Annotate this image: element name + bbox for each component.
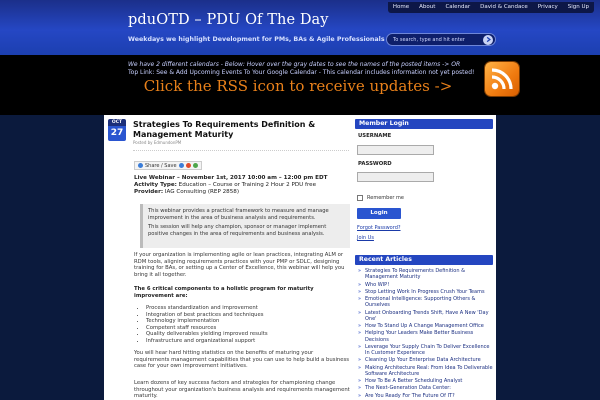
post-title[interactable]: Strategies To Requirements Definition & Management Maturity — [133, 120, 316, 139]
email-icon — [186, 163, 191, 168]
username-field[interactable] — [357, 145, 434, 155]
list-item: • Quality deliverables yielding improved results — [146, 331, 346, 338]
recent-article-link[interactable]: » Strategies To Requirements Definition & Management Maturity — [358, 268, 493, 280]
member-login-heading: Member Login — [355, 119, 493, 129]
search-button[interactable] — [483, 35, 493, 45]
recent-article-link[interactable]: » Emotional Intelligence: Supporting Others & Ourselves — [358, 296, 493, 308]
banner-line-2[interactable]: Top Link: See & Add Upcoming Events To Your Google Calendar - This calendar includes information not yet posted! — [128, 69, 475, 76]
password-field[interactable] — [357, 172, 434, 182]
recent-article-link[interactable]: » How To Be A Better Scheduling Analyst — [358, 378, 493, 384]
nav-calendar[interactable]: Calendar — [445, 4, 471, 10]
divider — [133, 150, 349, 151]
body-paragraph-1: If your organization is implementing agile or lean practices, integrating ALM or RDM tools, aligning requirements practices with your PMP or SDLC, designing training for BAs, or setting up a Center of Excellence, this webinar will help you bring it all together. — [134, 252, 345, 279]
username-label: USERNAME — [358, 133, 392, 139]
recent-article-link[interactable]: » Latest Onboarding Trends Shift, Have A New 'Day One' — [358, 310, 493, 322]
chevron-right-icon — [485, 36, 492, 43]
post-day: 27 — [108, 126, 126, 141]
bookmark-icon — [193, 163, 198, 168]
recent-article-link[interactable]: » Leverage Your Supply Chain To Deliver Excellence In Customer Experience — [358, 344, 493, 356]
recent-article-link[interactable]: » Making Architecture Real: From Idea To Deliverable Software Architecture — [358, 365, 493, 377]
forgot-password-link[interactable]: Forgot Password? — [357, 225, 401, 231]
nav-sign-up[interactable]: Sign Up — [567, 4, 589, 10]
provider-label: Provider: — [134, 189, 164, 195]
summary-quote — [140, 204, 350, 248]
site-tagline: Weekdays we highlight Development for PMs, BAs & Agile Professionals — [128, 36, 385, 43]
share-label: Share / Save — [145, 162, 177, 169]
recent-article-link[interactable]: » Helping Your Leaders Make Better Business Decisions — [358, 330, 493, 342]
list-item: • Integration of best practices and techniques — [146, 312, 346, 319]
remember-me-label: Remember me — [367, 195, 404, 201]
password-label: PASSWORD — [358, 161, 392, 167]
rss-feed-icon — [485, 62, 519, 96]
quote-paragraph-2: This session will help any champion, sponsor or manager implement positive changes in the area of requirements and business analysis. — [148, 224, 327, 237]
webinar-line: Live Webinar – November 1st, 2017 10:00 am – 12:00 pm EDT — [134, 175, 328, 181]
list-item: • Technology implementation — [146, 318, 346, 325]
share-save-button[interactable] — [134, 161, 202, 170]
post-date-badge — [108, 119, 126, 141]
search-box — [386, 33, 496, 46]
recent-article-link[interactable]: » How To Stand Up A Change Management Office — [358, 323, 493, 329]
nav-home[interactable]: Home — [392, 4, 410, 10]
facebook-icon — [179, 163, 184, 168]
banner-line-1: We have 2 different calendars - Below: Hover over the gray dates to see the names of the posted items -> OR — [128, 61, 461, 68]
nav-privacy[interactable]: Privacy — [537, 4, 558, 10]
components-heading: The 6 critical components to a holistic program for maturity improvement are: — [134, 286, 314, 299]
top-navigation — [388, 2, 594, 13]
login-button[interactable]: Login — [357, 208, 401, 219]
post-month: OCT — [108, 119, 126, 126]
activity-value: Education – Course or Training 2 Hour 2 PDU free — [176, 182, 317, 188]
site-title[interactable]: pduOTD – PDU Of The Day — [128, 12, 329, 28]
list-item: • Competent staff resources — [146, 325, 346, 332]
recent-articles-list — [358, 268, 493, 400]
recent-article-link[interactable]: » Who WIP! — [358, 282, 493, 288]
remember-me-checkbox[interactable] — [357, 195, 363, 201]
component-list — [146, 305, 346, 345]
recent-article-link[interactable]: » Stop Letting Work In Progress Crush Your Teams — [358, 289, 493, 295]
list-item: • Process standardization and improvement — [146, 305, 346, 312]
provider-value: IAG Consulting (REP 2858) — [163, 189, 240, 195]
list-item: • Infrastructure and organizational support — [146, 338, 346, 345]
quote-paragraph-1: This webinar provides a practical framework to measure and manage improvement in the area of business analysis and requirements. — [148, 208, 329, 221]
body-paragraph-3: You will hear hard hitting statistics on the benefits of maturing your requirements management capabilities that you can use to help build a business case for your own improvement initiatives. — [134, 350, 350, 370]
share-icon — [138, 163, 143, 168]
site-header — [0, 0, 600, 55]
rss-icon[interactable] — [485, 62, 519, 96]
rss-call-to-action: Click the RSS icon to receive updates -> — [143, 77, 453, 95]
recent-article-link[interactable]: » Cleaning Up Your Enterprise Data Architecture — [358, 357, 493, 363]
recent-article-link[interactable]: » Are You Ready For The Future Of IT? — [358, 393, 493, 399]
body-paragraph-4: Learn dozens of key success factors and strategies for championing change throughout your organization's business analysis and requirements management maturity. — [134, 380, 350, 400]
recent-articles-heading: Recent Articles — [355, 255, 493, 265]
activity-label: Activity Type: — [134, 182, 177, 188]
nav-about[interactable]: About — [419, 4, 436, 10]
recent-article-link[interactable]: » The Next-Generation Data Center: — [358, 385, 493, 391]
nav-david-candace[interactable]: David & Candace — [480, 4, 528, 10]
body-paragraph-2 — [134, 286, 350, 299]
webinar-meta — [134, 175, 349, 196]
join-us-link[interactable]: Join Us — [357, 235, 374, 241]
post-author: Posted by EdmundonPM — [133, 140, 182, 145]
search-input[interactable] — [393, 37, 483, 43]
